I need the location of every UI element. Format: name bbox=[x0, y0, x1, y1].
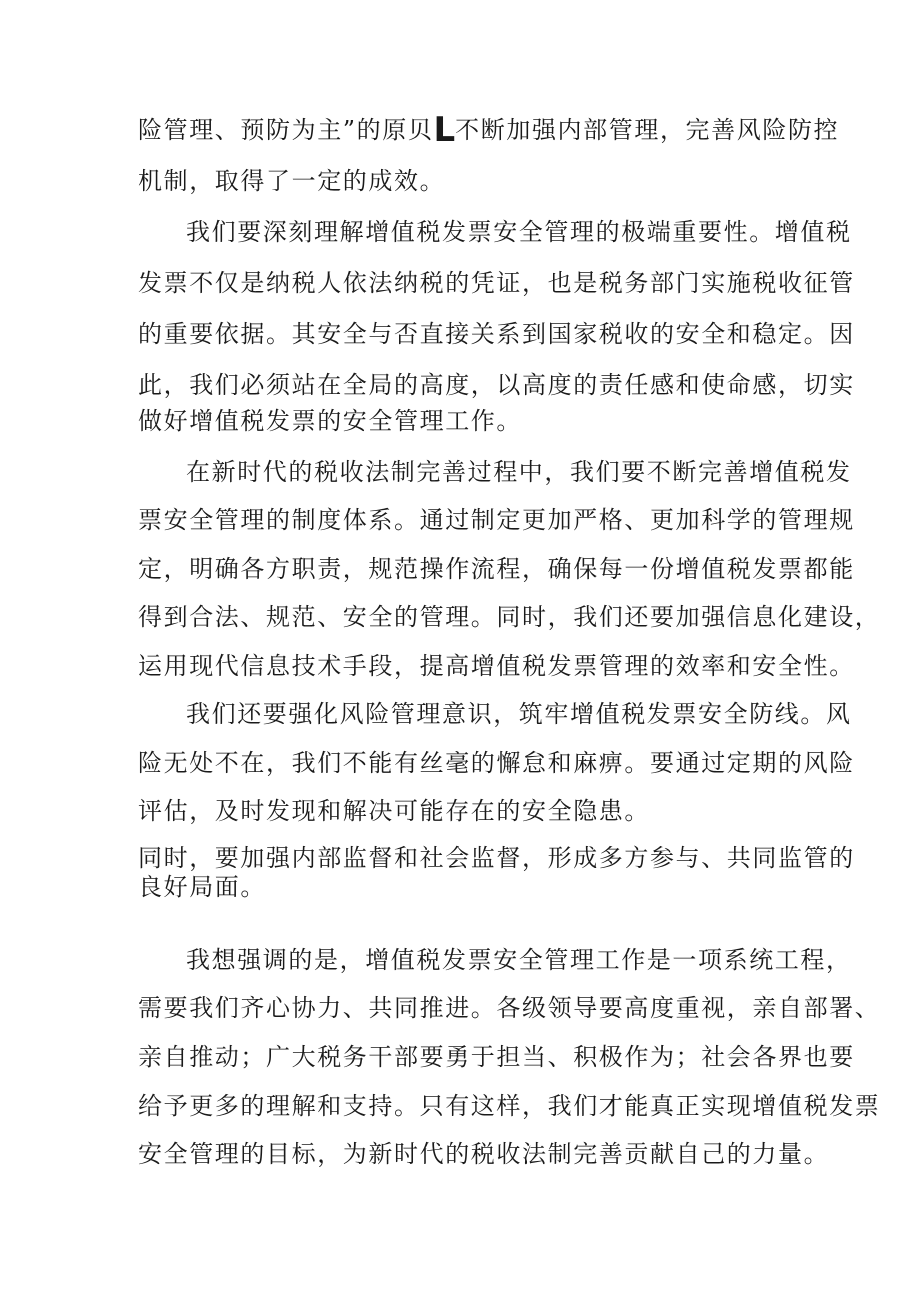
text-line: 此，我们必须站在全局的高度，以高度的责任感和使命感，切实 bbox=[138, 371, 855, 399]
text-line: 需要我们齐心协力、共同推进。各级领导要高度重视，亲自部署、 bbox=[138, 994, 881, 1022]
text-segment: 险管理、预防为主”的原贝 bbox=[138, 116, 434, 144]
text-line: 得到合法、规范、安全的管理。同时，我们还要加强信息化建设， bbox=[138, 603, 881, 631]
text-line: 的重要依据。其安全与否直接关系到国家税收的安全和稳定。因 bbox=[138, 320, 855, 348]
text-line: 在新时代的税收法制完善过程中，我们要不断完善增值税发 bbox=[186, 458, 852, 486]
text-line: 票安全管理的制度体系。通过制定更加严格、更加科学的管理规 bbox=[138, 506, 855, 534]
text-line bbox=[138, 110, 840, 150]
text-line: 做好增值税发票的安全管理工作。 bbox=[138, 407, 522, 435]
text-line: 运用现代信息技术手段，提高增值税发票管理的效率和安全性。 bbox=[138, 652, 855, 680]
text-line: 同时，要加强内部监督和社会监督，形成多方参与、共同监管的 bbox=[138, 844, 855, 872]
text-segment: L bbox=[433, 110, 456, 150]
text-line: 安全管理的目标，为新时代的税收法制完善贡献自己的力量。 bbox=[138, 1140, 830, 1168]
text-line: 机制，取得了一定的成效。 bbox=[138, 167, 446, 195]
text-line: 亲自推动；广大税务干部要勇于担当、积极作为；社会各界也要 bbox=[138, 1043, 855, 1071]
text-line: 评估，及时发现和解决可能存在的安全隐患。 bbox=[138, 797, 650, 825]
text-line: 我想强调的是，增值税发票安全管理工作是一项系统工程， bbox=[186, 946, 852, 974]
text-line: 给予更多的理解和支持。只有这样，我们才能真正实现增值税发票 bbox=[138, 1092, 881, 1120]
text-segment: 不断加强内部管理，完善风险防控 bbox=[455, 116, 840, 144]
text-line: 良好局面。 bbox=[138, 873, 266, 901]
text-line: 我们还要强化风险管理意识，筑牢增值税发票安全防线。风 bbox=[186, 700, 852, 728]
text-line: 我们要深刻理解增值税发票安全管理的极端重要性。增值税 bbox=[186, 218, 852, 246]
text-line: 定，明确各方职责，规范操作流程，确保每一份增值税发票都能 bbox=[138, 555, 855, 583]
text-line: 发票不仅是纳税人依法纳税的凭证，也是税务部门实施税收征管 bbox=[138, 269, 855, 297]
text-line: 险无处不在，我们不能有丝毫的懈怠和麻痹。要通过定期的风险 bbox=[138, 749, 855, 777]
